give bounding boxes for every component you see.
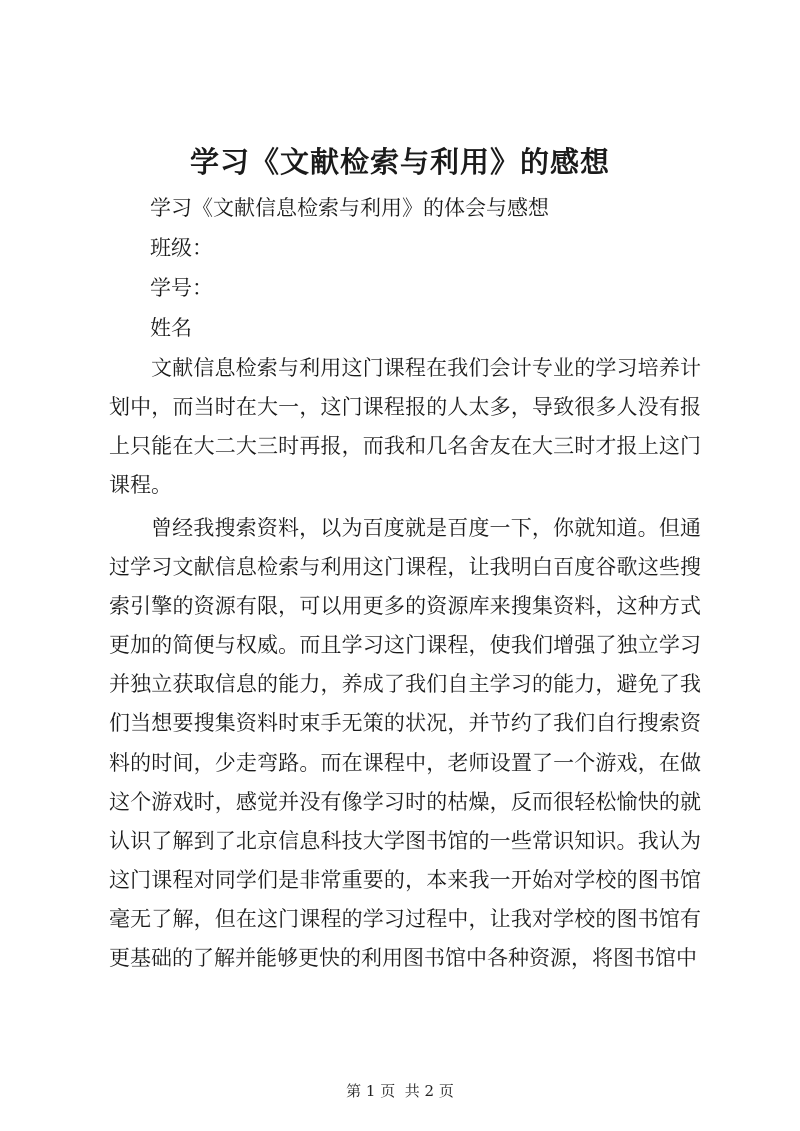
paragraph-1: 文献信息检索与利用这门课程在我们会计专业的学习培养计划中，而当时在大一，这门课程报的人太多，导致很多人没有报上只能在大二大三时再报，而我和几名舍友在大三时才报上这门课程。 [109, 356, 701, 498]
document-subtitle: 学习《文献信息检索与利用》的体会与感想 [150, 196, 549, 220]
name-label: 姓名 [150, 316, 192, 340]
document-title: 学习《文献检索与利用》的感想 [189, 145, 610, 179]
class-label: 班级： [150, 236, 213, 260]
student-id-label: 学号： [150, 276, 213, 300]
page-number: 第 1 页 共 2 页 [346, 1082, 454, 1100]
paragraph-2: 曾经我搜索资料，以为百度就是百度一下，你就知道。但通过学习文献信息检索与利用这门课程，让我明白百度谷歌这些搜索引擎的资源有限，可以用更多的资源库来搜集资料，这种方式更加的简便与权威。而且学习这门课程，使我们增强了独立学习并独立获取信息的能力，养成了我们自主学习的能力，避免了我们当想要搜集资料时束手无策的状况，并节约了我们自行搜索资料的时间，少走弯路。而在课程中，老师设置了一个游戏，在做这个游戏时，感觉并没有像学习时的枯燥，反而很轻松愉快的就认识了解到了北京信息科技大学图书馆的一些常识知识。我认为这门课程对同学们是非常重要的，本来我一开始对学校的图书馆毫无了解，但在这门课程的学习过程中，让我对学校的图书馆有更基础的了解并能够更快的利用图书馆中各种资源，将图书馆中 [109, 516, 701, 971]
page-footer [0, 1080, 800, 1102]
